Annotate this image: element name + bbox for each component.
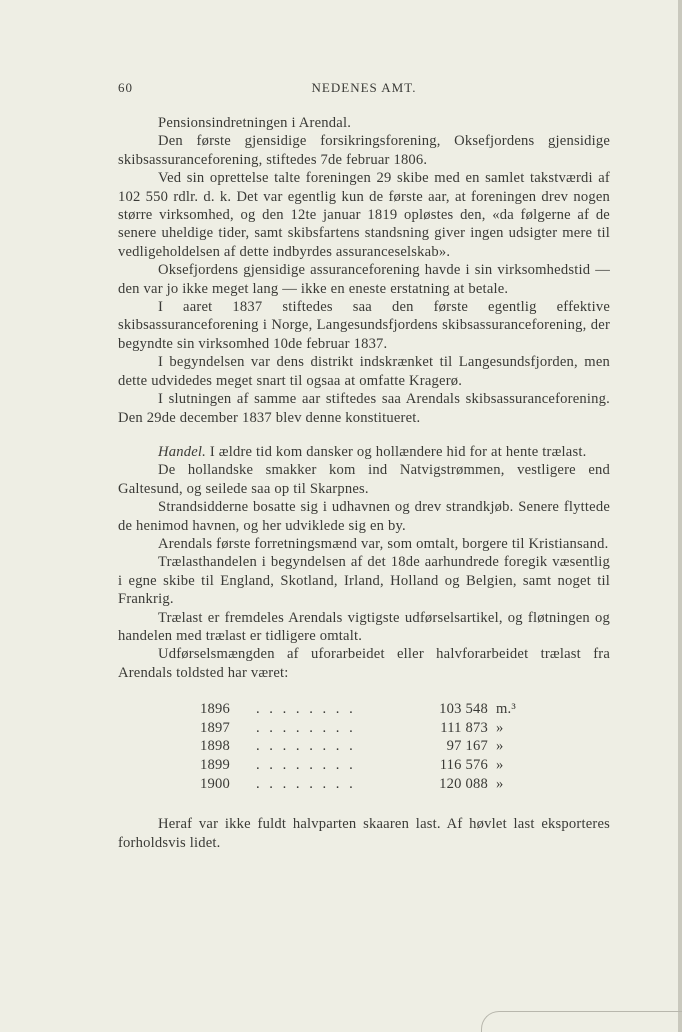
unit-cell: »	[496, 719, 504, 736]
year-cell: 1899	[200, 756, 230, 773]
table-row	[200, 719, 536, 738]
running-head	[118, 80, 610, 100]
handel-intro: I ældre tid kom dansker og hollændere hid for at hente trælast.	[209, 443, 587, 460]
table-row	[200, 775, 536, 794]
page-header-title: NEDENES AMT.	[311, 80, 417, 95]
paragraph: Den første gjensidige forsikringsforening, Oksefjordens gjensidige skibsassuranceforening, stiftedes 7de februar 1806.	[118, 133, 610, 168]
year-cell: 1897	[200, 719, 230, 736]
page-corner-mark	[481, 1011, 682, 1032]
section-gap	[118, 427, 610, 443]
unit-cell: m.³	[496, 701, 516, 718]
year-cell: 1896	[200, 701, 230, 718]
paragraph: Arendals første forretningsmænd var, som omtalt, borgere til Kristiansand.	[158, 535, 609, 552]
table-row	[200, 700, 536, 719]
leader-dots: . . . . . . . .	[256, 738, 356, 755]
table-row	[200, 737, 536, 756]
amount-cell: 116 576	[439, 756, 488, 773]
paragraph: Trælast er fremdeles Arendals vigtigste udførselsartikel, og fløtningen og handelen med trælast er tidligere omtalt.	[118, 609, 610, 644]
amount-cell: 103 548	[439, 701, 488, 718]
unit-cell: »	[496, 775, 504, 792]
table-row	[200, 756, 536, 775]
leader-dots: . . . . . . . .	[256, 719, 356, 736]
amount-cell: 120 088	[439, 775, 488, 792]
paragraph: Ved sin oprettelse talte foreningen 29 skibe med en samlet takstværdi af 102 550 rdlr. d. k. Det var egentlig kun de første aar, at foreningen drev nogen større virksomhed, og den 12te januar 1819 opløstes den, «da følgerne af de senere uheldige tider, samt skibsfartens standsning giver ingen udsigter mere til vedligeholdelsen af dette indbyrdes assuranceselskab».	[118, 170, 610, 260]
amount-cell: 97 167	[446, 738, 488, 755]
export-table	[200, 700, 536, 793]
page-edge	[678, 0, 682, 1032]
paragraph: I aaret 1837 stiftedes saa den første egentlig effektive skibsassuranceforening i Norge, Langesundsfjordens skibsassuranceforening, der begyndte sin virksomhed 10de februar 1837.	[118, 299, 610, 352]
unit-cell: »	[496, 738, 504, 755]
section-heading: Handel.	[158, 443, 207, 460]
paragraph: Udførselsmængden af uforarbeidet eller halvforarbeidet trælast fra Arendals toldsted har været:	[118, 646, 610, 681]
page-number: 60	[118, 80, 133, 95]
paragraph: Strandsidderne bosatte sig i udhavnen og drev strandkjøb. Senere flyttede de henimod havnen, og her udviklede sig en by.	[118, 499, 610, 534]
paragraph: Pensionsindretningen i Arendal.	[158, 115, 352, 131]
year-cell: 1900	[200, 775, 230, 792]
paragraph: De hollandske smakker kom ind Natvigstrømmen, vestligere end Galtesund, og seilede saa op til Skarpnes.	[118, 462, 610, 497]
paragraph: Oksefjordens gjensidige assuranceforening havde i sin virksomhedstid — den var jo ikke meget lang — ikke en eneste erstatning at betale.	[118, 262, 610, 297]
leader-dots: . . . . . . . .	[256, 756, 356, 773]
amount-cell: 111 873	[440, 719, 488, 736]
leader-dots: . . . . . . . .	[256, 701, 356, 718]
year-cell: 1898	[200, 738, 230, 755]
unit-cell: »	[496, 756, 504, 773]
paragraph: I begyndelsen var dens distrikt indskrænket til Langesundsfjorden, men dette udvidedes meget snart til ogsaa at omfatte Kragerø.	[118, 354, 610, 389]
closing-paragraph: Heraf var ikke fuldt halvparten skaaren last. Af høvlet last eksporteres forholdsvis lidet.	[118, 816, 610, 851]
paragraph: Trælasthandelen i begyndelsen af det 18de aarhundrede foregik væsentlig i egne skibe til England, Skotland, Irland, Holland og Belgien, samt noget til Frankrig.	[118, 554, 610, 608]
body-text	[118, 114, 610, 852]
leader-dots: . . . . . . . .	[256, 775, 356, 792]
handel-intro-paragraph	[118, 443, 610, 461]
paragraph: I slutningen af samme aar stiftedes saa Arendals skibsassuranceforening. Den 29de december 1837 blev denne konstitueret.	[118, 391, 610, 426]
